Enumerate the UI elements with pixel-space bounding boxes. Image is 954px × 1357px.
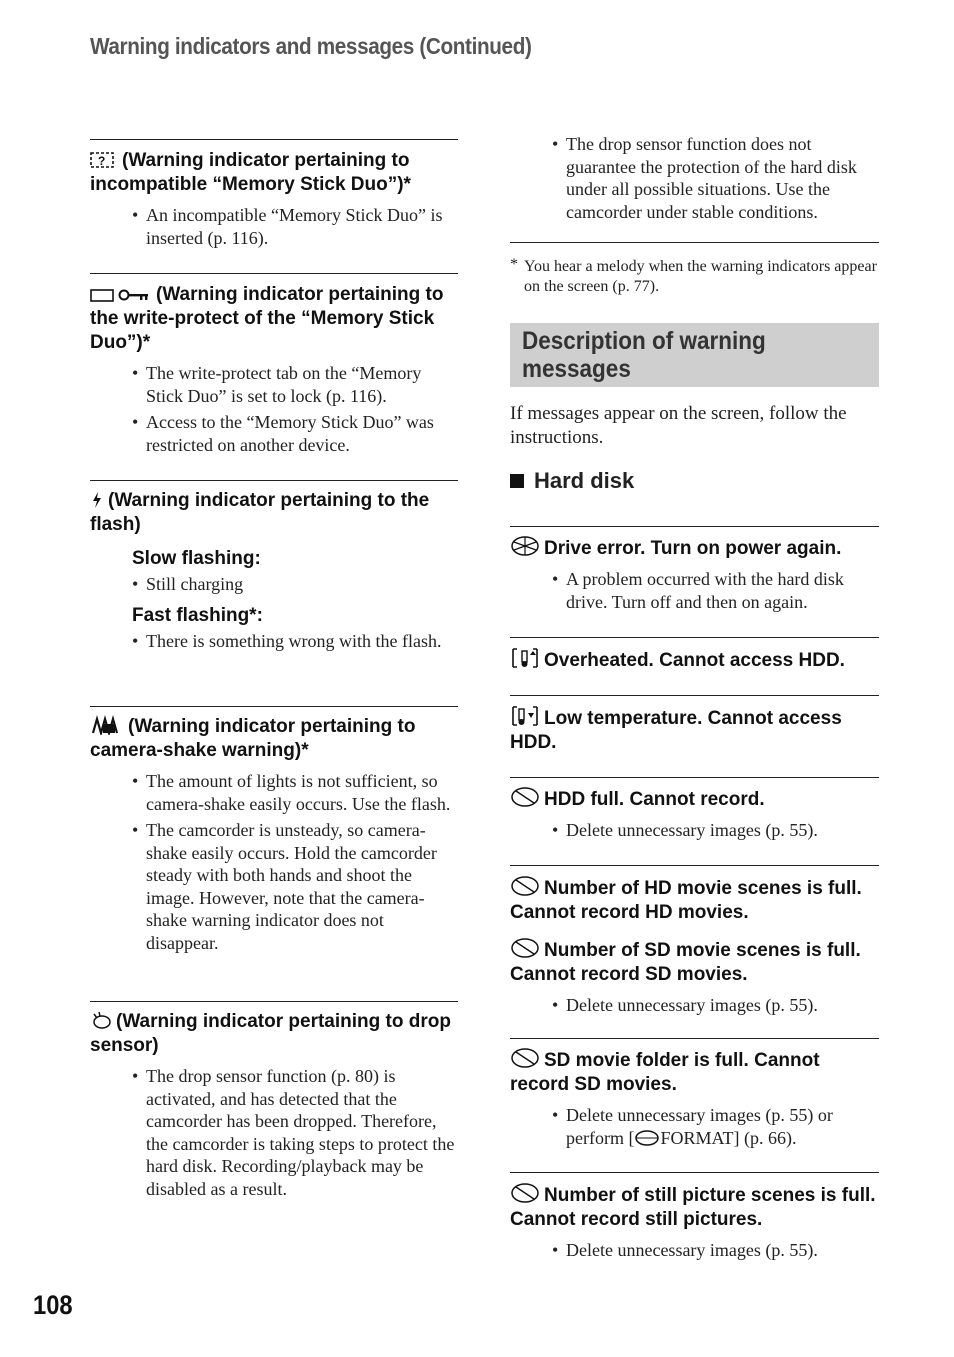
- bullet: • Delete unnecessary images (p. 55).: [552, 994, 879, 1017]
- intro-paragraph: If messages appear on the screen, follow the instructions.: [510, 403, 847, 448]
- memory-stick-question-icon: [90, 151, 118, 169]
- message-hdd-full: [510, 777, 879, 846]
- hdd-icon: [634, 1129, 660, 1147]
- footnote-text: You hear a melody when the warning indicators appear on the screen (p. 77).: [524, 258, 877, 295]
- message-drive-error: [510, 526, 879, 617]
- footnote: [510, 242, 879, 297]
- drop-sensor-continued: [510, 133, 879, 227]
- page-number: 108: [33, 1290, 73, 1320]
- hdd-error-icon: [510, 535, 540, 557]
- section-write-protect: [90, 273, 458, 460]
- footnote-mark: *: [510, 256, 518, 273]
- camera-shake-icon: [90, 715, 124, 735]
- bullet: • The drop sensor function (p. 80) is activated, and has detected that the camcorder has been dropped. Therefore, the camcorder is taking steps to protect the hard disk. Recording/playback may be disabled as a result.: [132, 1065, 458, 1200]
- section-heading: (Warning indicator pertaining to the write-protect of the “Memory Stick Duo”)*: [90, 284, 444, 353]
- section-camera-shake: [90, 706, 458, 958]
- bullet: • Still charging: [132, 573, 458, 596]
- bullet: • Delete unnecessary images (p. 55).: [552, 1239, 879, 1262]
- section-heading: (Warning indicator pertaining to camera-shake warning)*: [90, 716, 416, 761]
- hdd-full-icon: [510, 875, 540, 897]
- message-sd-folder-full: [510, 1038, 879, 1153]
- bullet: • An incompatible “Memory Stick Duo” is inserted (p. 116).: [132, 204, 458, 249]
- hard-disk-heading: Hard disk: [510, 468, 879, 494]
- bullet: • The camcorder is unsteady, so camera-shake easily occurs. Hold the camcorder steady with both hands and shoot the image. However, note that the camera-shake warning indicator does not disappear.: [132, 819, 458, 954]
- hdd-overheat-icon: [510, 647, 540, 669]
- hdd-full-icon: [510, 786, 540, 808]
- drop-sensor-icon: [90, 1010, 112, 1030]
- message-heading: Overheated. Cannot access HDD.: [510, 647, 879, 673]
- message-heading: Drive error. Turn on power again.: [510, 535, 879, 561]
- section-heading: ? (Warning indicator pertaining to incompatible “Memory Stick Duo”)*: [90, 150, 411, 195]
- svg-text:?: ?: [98, 154, 106, 168]
- hdd-low-temp-icon: [510, 705, 540, 727]
- hdd-full-icon: [510, 1047, 540, 1069]
- bullet: • The amount of lights is not sufficient, so camera-shake easily occurs. Use the flash.: [132, 770, 458, 815]
- bullet: • Access to the “Memory Stick Duo” was restricted on another device.: [132, 411, 458, 456]
- hdd-full-icon: [510, 937, 540, 959]
- hdd-full-icon: [510, 1182, 540, 1204]
- message-still-pictures-full: [510, 1172, 879, 1266]
- message-overheated: [510, 637, 879, 673]
- message-heading: Number of HD movie scenes is full. Cannot record HD movies.: [510, 875, 879, 925]
- fast-flashing-label: Fast flashing*:: [132, 604, 263, 626]
- bullet: • Delete unnecessary images (p. 55) or perform [ FORMAT] (p. 66).: [552, 1104, 879, 1149]
- bullet: • The drop sensor function does not guarantee the protection of the hard disk under all possible situations. Use the camcorder under stable conditions.: [552, 133, 879, 223]
- bullet: • Delete unnecessary images (p. 55).: [552, 819, 879, 842]
- bullet: • The write-protect tab on the “Memory Stick Duo” is set to lock (p. 116).: [132, 362, 458, 407]
- message-heading: HDD full. Cannot record.: [510, 786, 879, 812]
- message-heading: Number of still picture scenes is full. Cannot record still pictures.: [510, 1182, 879, 1232]
- section-band-title: Description of warning messages: [510, 323, 879, 387]
- message-heading: Number of SD movie scenes is full. Cannot record SD movies.: [510, 937, 879, 987]
- square-bullet-icon: [510, 474, 524, 488]
- section-drop-sensor: [90, 1001, 458, 1204]
- message-heading: SD movie folder is full. Cannot record SD movies.: [510, 1047, 879, 1097]
- bullet: • There is something wrong with the flash.: [132, 630, 458, 653]
- running-head: Warning indicators and messages (Continued): [90, 33, 532, 59]
- memory-stick-lock-icon: [90, 287, 152, 303]
- message-scenes-full: [510, 865, 879, 1021]
- section-incompatible-memory-stick: [90, 139, 458, 253]
- message-heading: Low temperature. Cannot access HDD.: [510, 705, 879, 755]
- flash-icon: [90, 491, 104, 509]
- section-heading: (Warning indicator pertaining to drop sensor): [90, 1011, 451, 1056]
- slow-flashing-label: Slow flashing:: [132, 548, 261, 569]
- bullet: • A problem occurred with the hard disk drive. Turn off and then on again.: [552, 568, 879, 613]
- message-low-temperature: [510, 695, 879, 755]
- section-flash: [90, 480, 458, 656]
- section-heading: (Warning indicator pertaining to the flash): [90, 490, 430, 535]
